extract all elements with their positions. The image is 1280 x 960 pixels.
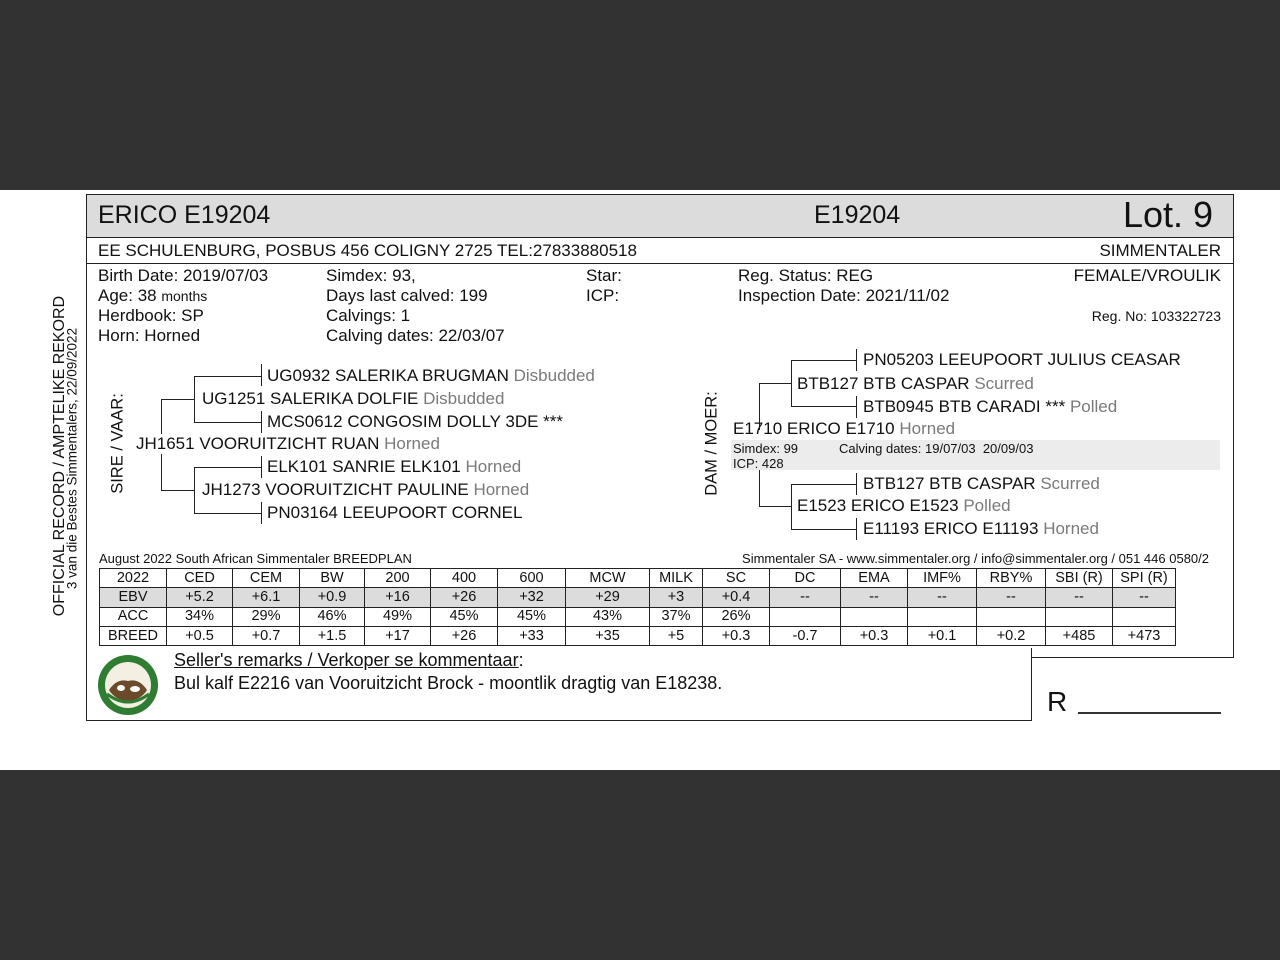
- age-unit: months: [161, 288, 208, 304]
- table-cell: +17: [365, 626, 431, 645]
- table-cell: --: [977, 588, 1046, 607]
- sire-connector: [261, 411, 262, 433]
- table-row: [100, 626, 1176, 645]
- table-cell: +26: [431, 626, 498, 645]
- owner-address: EE SCHULENBURG, POSBUS 456 COLIGNY 2725 TEL:27833880518: [98, 241, 637, 260]
- table-cell: 49%: [365, 607, 431, 626]
- table-cell: [770, 607, 841, 626]
- table-row: [100, 588, 1176, 607]
- dam-connector: [791, 360, 857, 361]
- sire-connector: [261, 456, 262, 478]
- birth-date: Birth Date: 2019/07/03: [98, 266, 269, 285]
- calving-dates: Calving dates: 22/03/07: [326, 326, 505, 345]
- table-cell: +0.5: [167, 626, 233, 645]
- dam-connector: [791, 360, 792, 406]
- dam-sire-dam: BTB0945 BTB CARADI *** Polled: [863, 397, 1118, 416]
- breed-label: SIMMENTALER: [1099, 241, 1221, 260]
- dam-sire: BTB127 BTB CASPAR Scurred: [797, 374, 1034, 393]
- table-cell: --: [841, 588, 908, 607]
- breedplan-caption: August 2022 South African Simmentaler BREEDPLAN: [99, 551, 412, 566]
- table-cell: EMA: [841, 569, 908, 588]
- dam-connector: [791, 484, 792, 530]
- simdex: Simdex: 93,: [326, 266, 416, 285]
- table-cell: 45%: [431, 607, 498, 626]
- table-cell: RBY%: [977, 569, 1046, 588]
- table-cell: +0.1: [908, 626, 977, 645]
- dam-sire-sire: PN05203 LEEUPOORT JULIUS CEASAR: [863, 350, 1181, 369]
- dam-connector: [856, 396, 857, 418]
- simmentaler-logo-icon: [97, 654, 159, 716]
- table-cell: [908, 607, 977, 626]
- table-cell: BREED: [100, 626, 167, 645]
- dam-connector: [856, 349, 857, 371]
- breedplan-table: [99, 568, 1176, 646]
- age-value: Age: 38: [98, 286, 157, 305]
- star: Star:: [586, 266, 622, 285]
- sire-name: JH1651 VOORUITZICHT RUAN Horned: [136, 434, 440, 453]
- table-cell: SBI (R): [1046, 569, 1113, 588]
- sire-sire-sire: UG0932 SALERIKA BRUGMAN Disbudded: [267, 366, 595, 385]
- table-cell: --: [908, 588, 977, 607]
- table-cell: +0.4: [703, 588, 770, 607]
- icp: ICP:: [586, 286, 620, 305]
- calvings: Calvings: 1: [326, 306, 411, 325]
- sex: FEMALE/VROULIK: [1073, 266, 1221, 285]
- table-cell: +32: [498, 588, 566, 607]
- table-cell: [1046, 607, 1113, 626]
- table-row: [100, 607, 1176, 626]
- table-cell: [1113, 607, 1176, 626]
- sire-connector: [261, 502, 262, 524]
- dam-connector: [856, 473, 857, 495]
- sire-dam: JH1273 VOORUITZICHT PAULINE Horned: [202, 480, 530, 499]
- table-cell: +5: [650, 626, 703, 645]
- animal-name: ERICO E19204: [98, 201, 271, 229]
- dam-label: DAM / MOER:: [702, 391, 721, 496]
- sire-label: SIRE / VAAR:: [108, 393, 127, 494]
- table-cell: 45%: [498, 607, 566, 626]
- table-cell: CED: [167, 569, 233, 588]
- sire-connector: [194, 467, 262, 468]
- remarks-title: Seller's remarks / Verkoper se kommentaar: [174, 650, 519, 670]
- table-cell: +485: [1046, 626, 1113, 645]
- sire-dam-sire: ELK101 SANRIE ELK101 Horned: [267, 457, 522, 476]
- dam-dam: E1523 ERICO E1523 Polled: [797, 496, 1011, 515]
- animal-code: E19204: [814, 201, 901, 229]
- table-cell: CEM: [233, 569, 300, 588]
- table-cell: +33: [498, 626, 566, 645]
- dam-calving-dates: Calving dates: 19/07/03 20/09/03: [839, 441, 1034, 456]
- table-cell: +3: [650, 588, 703, 607]
- reg-status: Reg. Status: REG: [738, 266, 874, 285]
- table-cell: SC: [703, 569, 770, 588]
- sire-dam-dam: PN03164 LEEUPOORT CORNEL: [267, 503, 523, 522]
- table-cell: [841, 607, 908, 626]
- price-currency: R: [1047, 686, 1068, 717]
- remarks-colon: :: [518, 650, 524, 670]
- sire-connector: [194, 376, 195, 422]
- age: [98, 286, 207, 306]
- table-cell: +0.2: [977, 626, 1046, 645]
- table-cell: +6.1: [233, 588, 300, 607]
- sire-connector: [161, 399, 195, 400]
- sire-connector: [194, 376, 262, 377]
- dam-connector: [856, 518, 857, 540]
- dam-name: E1710 ERICO E1710 Horned: [733, 419, 956, 438]
- table-cell: IMF%: [908, 569, 977, 588]
- table-cell: +473: [1113, 626, 1176, 645]
- table-cell: ACC: [100, 607, 167, 626]
- dam-dam-sire: BTB127 BTB CASPAR Scurred: [863, 474, 1100, 493]
- table-cell: 46%: [300, 607, 365, 626]
- dam-connector: [791, 484, 857, 485]
- table-cell: --: [1113, 588, 1176, 607]
- table-cell: MCW: [566, 569, 650, 588]
- table-cell: 43%: [566, 607, 650, 626]
- table-cell: +29: [566, 588, 650, 607]
- table-cell: DC: [770, 569, 841, 588]
- remarks-heading: [174, 650, 524, 671]
- table-cell: +16: [365, 588, 431, 607]
- table-cell: --: [1046, 588, 1113, 607]
- table-cell: +0.3: [841, 626, 908, 645]
- table-cell: +35: [566, 626, 650, 645]
- dam-connector: [759, 506, 792, 507]
- table-cell: --: [770, 588, 841, 607]
- table-cell: 600: [498, 569, 566, 588]
- sire-connector: [161, 490, 195, 491]
- table-cell: +0.7: [233, 626, 300, 645]
- table-cell: -0.7: [770, 626, 841, 645]
- table-cell: EBV: [100, 588, 167, 607]
- sire-sire: UG1251 SALERIKA DOLFIE Disbudded: [202, 389, 505, 408]
- dam-connector: [759, 470, 760, 507]
- table-cell: 37%: [650, 607, 703, 626]
- table-cell: SPI (R): [1113, 569, 1176, 588]
- table-cell: 29%: [233, 607, 300, 626]
- sire-connector: [194, 467, 195, 513]
- reg-number: Reg. No: 103322723: [1091, 308, 1221, 324]
- price-entry-line[interactable]: [1078, 712, 1221, 714]
- table-header-row: [100, 569, 1176, 588]
- breedplan-contact: Simmentaler SA - www.simmentaler.org / info@simmentaler.org / 051 446 0580/2: [742, 551, 1209, 566]
- table-cell: 26%: [703, 607, 770, 626]
- table-cell: 34%: [167, 607, 233, 626]
- remarks-text: Bul kalf E2216 van Vooruitzicht Brock - moontlik dragtig van E18238.: [174, 673, 723, 693]
- dam-dam-dam: E11193 ERICO E11193 Horned: [863, 519, 1099, 538]
- dam-icp: ICP: 428: [733, 456, 784, 471]
- sire-sire-dam: MCS0612 CONGOSIM DOLLY 3DE ***: [267, 412, 564, 431]
- dam-connector: [791, 529, 857, 530]
- table-cell: [977, 607, 1046, 626]
- table-cell: 200: [365, 569, 431, 588]
- table-cell: +26: [431, 588, 498, 607]
- sire-connector: [194, 513, 262, 514]
- lot-number: Lot. 9: [1123, 194, 1214, 235]
- official-record-label: OFFICIAL RECORD / AMPTELIKE REKORD: [51, 295, 68, 617]
- sire-connector: [261, 364, 262, 386]
- dam-connector: [791, 406, 857, 407]
- table-cell: +0.9: [300, 588, 365, 607]
- inspection-date: Inspection Date: 2021/11/02: [738, 286, 950, 305]
- table-cell: +0.3: [703, 626, 770, 645]
- dam-connector: [759, 383, 792, 384]
- sire-connector: [194, 422, 262, 423]
- table-cell: +5.2: [167, 588, 233, 607]
- horn-status: Horn: Horned: [98, 326, 201, 345]
- table-cell: +1.5: [300, 626, 365, 645]
- table-cell: MILK: [650, 569, 703, 588]
- table-cell: 2022: [100, 569, 167, 588]
- table-cell: 400: [431, 569, 498, 588]
- table-cell: BW: [300, 569, 365, 588]
- sale-date-label: 3 van die Bestes Simmentalers, 22/09/2022: [64, 327, 80, 590]
- days-last-calved: Days last calved: 199: [326, 286, 488, 305]
- dam-simdex: Simdex: 99: [733, 441, 799, 456]
- herdbook: Herdbook: SP: [98, 306, 204, 325]
